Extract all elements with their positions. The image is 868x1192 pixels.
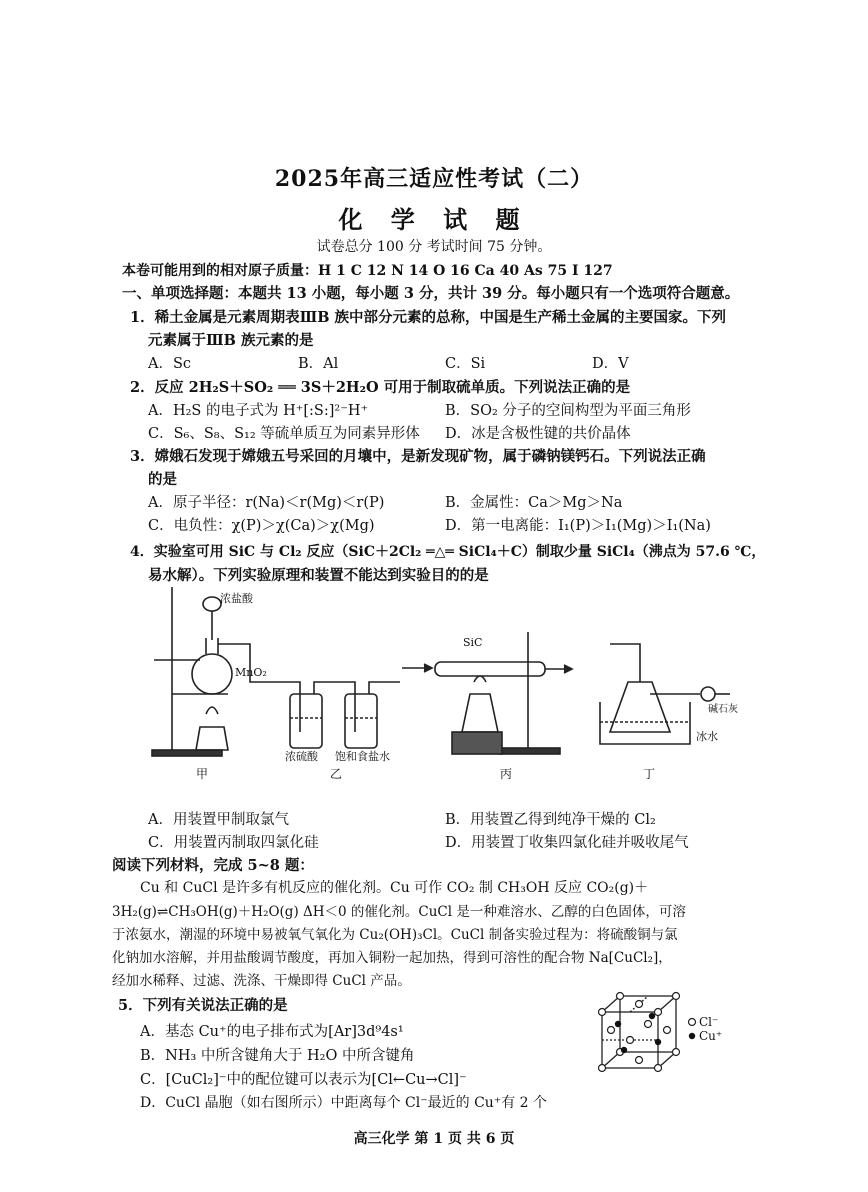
q4-option-d: D．用装置丁收集四氯化硅并吸收尾气: [445, 835, 689, 851]
exam-meta: 试卷总分 100 分 考试时间 75 分钟。: [316, 239, 552, 255]
question-1-stem: 1．稀土金属是元素周期表ⅢB 族中部分元素的总称，中国是生产稀土金属的主要国家。下列: [130, 309, 727, 326]
q1-option-c: C．Si: [445, 356, 486, 372]
q3-option-a: A．原子半径：r(Na)＜r(Mg)＜r(P): [148, 495, 385, 511]
question-4-stem-cont: 易水解）。下列实验原理和装置不能达到实验目的的是: [148, 567, 489, 584]
reading-paragraph-line-3: 于浓氨水，潮湿的环境中易被氧气氧化为 Cu₂(OH)₃Cl。CuCl 制备实验过程为：将硫酸铜与氯: [112, 927, 678, 943]
legend-cu: Cu⁺: [699, 1029, 723, 1043]
subject-title: 化 学 试 题: [338, 205, 530, 234]
reading-paragraph-line-4: 化钠加水溶解，并用盐酸调节酸度，再加入铜粉一起加热，得到可溶性的配合物 Na[CuCl₂]，: [112, 950, 672, 966]
exam-title: 2025年高三适应性考试（二）: [274, 166, 594, 192]
question-5-stem: 5．下列有关说法正确的是: [118, 997, 288, 1014]
q5-option-b: B．NH₃ 中所含键角大于 H₂O 中所含键角: [140, 1048, 415, 1064]
label-mno2: MnO₂: [235, 666, 267, 679]
q3-option-d: D．第一电离能：I₁(P)＞I₁(Mg)＞I₁(Na): [445, 518, 711, 534]
label-apparatus-ding: 丁: [643, 767, 656, 781]
legend-cl: Cl⁻: [699, 1015, 719, 1029]
q1-option-b: B．Al: [298, 356, 339, 372]
reading-paragraph-line-5: 经加水稀释、过滤、洗涤、干燥即得 CuCl 产品。: [112, 973, 411, 989]
label-sic: SiC: [463, 636, 483, 649]
q2-option-a: A．H₂S 的电子式为 H⁺[:S:]²⁻H⁺: [148, 403, 369, 419]
q5-option-d: D．CuCl 晶胞（如右图所示）中距离每个 Cl⁻最近的 Cu⁺有 2 个: [140, 1095, 547, 1111]
label-hcl: 浓盐酸: [220, 592, 253, 605]
label-apparatus-bing: 丙: [500, 767, 513, 781]
q3-option-b: B．金属性：Ca＞Mg＞Na: [445, 495, 623, 511]
label-apparatus-yi: 乙: [330, 767, 343, 781]
q1-option-d: D．V: [592, 356, 629, 372]
q4-option-c: C．用装置丙制取四氯化硅: [148, 835, 319, 851]
question-3-stem-cont: 的是: [148, 471, 177, 488]
q3-option-c: C．电负性：χ(P)＞χ(Ca)＞χ(Mg): [148, 518, 375, 534]
label-apparatus-jia: 甲: [196, 767, 209, 781]
cucl-unit-cell-figure: [594, 990, 744, 1086]
apparatus-figure: [140, 582, 760, 782]
label-h2so4: 浓硫酸: [285, 750, 318, 763]
q4-option-b: B．用装置乙得到纯净干燥的 Cl₂: [445, 812, 656, 828]
atomic-masses: 本卷可能用到的相对原子质量：H 1 C 12 N 14 O 16 Ca 40 As 75 I 127: [122, 263, 613, 279]
question-4-stem: 4．实验室可用 SiC 与 Cl₂ 反应（SiC＋2Cl₂ ═△═ SiCl₄＋C）制取少量 SiCl₄（沸点为 57.6 ℃，: [130, 544, 766, 560]
question-2-stem: 2．反应 2H₂S＋SO₂ ══ 3S＋2H₂O 可用于制取硫单质。下列说法正确的是: [130, 379, 631, 396]
question-1-stem-cont: 元素属于ⅢB 族元素的是: [148, 332, 314, 349]
reading-paragraph-line-2: 3H₂(g)⇌CH₃OH(g)＋H₂O(g) ΔH＜0 的催化剂。CuCl 是一种难溶水、乙醇的白色固体，可溶: [112, 904, 686, 920]
section-heading: 一、单项选择题：本题共 13 小题，每小题 3 分，共计 39 分。每小题只有一个选项符合题意。: [122, 285, 740, 302]
q1-option-a: A．Sc: [148, 356, 192, 372]
question-3-stem: 3．嫦娥石发现于嫦娥五号采回的月壤中，是新发现矿物，属于磷钠镁钙石。下列说法正确: [130, 448, 706, 465]
reading-intro: 阅读下列材料，完成 5~8 题：: [112, 857, 314, 874]
q2-option-d: D．冰是含极性键的共价晶体: [445, 426, 631, 442]
q5-option-a: A．基态 Cu⁺的电子排布式为[Ar]3d⁹4s¹: [140, 1024, 404, 1040]
label-ice-water: 冰水: [696, 730, 718, 743]
q2-option-c: C．S₆、S₈、S₁₂ 等硫单质互为同素异形体: [148, 426, 420, 442]
reading-paragraph-line-1: Cu 和 CuCl 是许多有机反应的催化剂。Cu 可作 CO₂ 制 CH₃OH 反应 CO₂(g)＋: [140, 880, 649, 896]
q4-option-a: A．用装置甲制取氯气: [148, 812, 289, 828]
q5-option-c: C．[CuCl₂]⁻中的配位键可以表示为[Cl←Cu→Cl]⁻: [140, 1072, 467, 1088]
q2-option-b: B．SO₂ 分子的空间构型为平面三角形: [445, 403, 691, 419]
page-footer: 高三化学 第 1 页 共 6 页: [353, 1131, 515, 1147]
label-soda-lime: 碱石灰: [708, 704, 738, 715]
label-nacl-solution: 饱和食盐水: [335, 750, 390, 763]
